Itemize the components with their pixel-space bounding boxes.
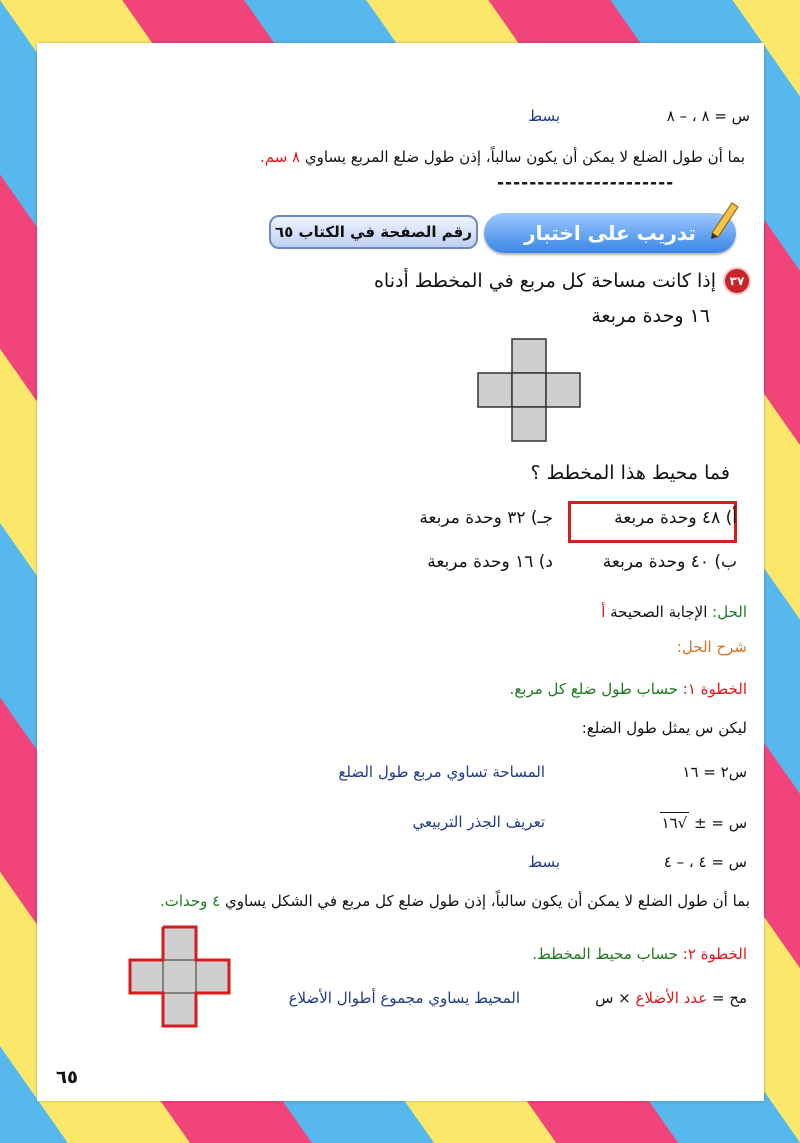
- step1-label: الخطوة ١:: [682, 680, 747, 698]
- radical-symbol: √١٦: [661, 814, 688, 832]
- cross-figure: [476, 337, 582, 443]
- perimeter-formula: [540, 988, 747, 1008]
- formula-lhs: مح =: [711, 989, 747, 1007]
- cross-figure-highlighted: [127, 924, 232, 1029]
- top-conclusion-text: بما أن طول الضلع لا يمكن أن يكون سالباً، إذن طول ضلع المربع يساوي: [304, 148, 745, 166]
- equation-2-left: س = ±: [694, 814, 747, 832]
- pencil-icon: [708, 199, 740, 239]
- formula-note: المحيط يساوي مجموع أطوال الأضلاع: [288, 989, 520, 1007]
- conclusion-text: بما أن طول الضلع لا يمكن أن يكون سالباً، إذن طول ضلع كل مربع في الشكل يساوي: [225, 892, 750, 910]
- conclusion-value: ٤ وحدات.: [159, 892, 221, 910]
- let-statement: ليكن س يمثل طول الضلع:: [581, 719, 747, 737]
- choice-b: ب) ٤٠ وحدة مربعة: [602, 552, 737, 572]
- solution-answer: أ: [601, 603, 606, 621]
- explanation-title: شرح الحل:: [676, 638, 747, 656]
- page-reference-pill: رقم الصفحة في الكتاب ٦٥: [269, 215, 478, 249]
- solution-text: الإجابة الصحيحة: [610, 603, 708, 621]
- top-conclusion-value: ٨ سم.: [259, 148, 301, 166]
- formula-times-s: × س: [595, 989, 631, 1007]
- step1-text: حساب طول ضلع كل مربع.: [509, 680, 678, 698]
- practice-banner: تدريب على اختبار: [484, 213, 736, 253]
- choice-a: أ) ٤٨ وحدة مربعة: [614, 508, 737, 528]
- top-equation-note: بسط: [528, 107, 560, 125]
- choice-d: د) ١٦ وحدة مربعة: [427, 552, 553, 572]
- dashed-separator: ----------------------: [497, 173, 675, 193]
- solution-line: [560, 602, 747, 622]
- radicand: ١٦: [661, 814, 678, 832]
- equation-3: س = ٤ ، – ٤: [663, 853, 747, 871]
- equation-1: س٢ = ١٦: [682, 763, 747, 781]
- equation-1-note: المساحة تساوي مربع طول الضلع: [338, 763, 545, 781]
- step2-label: الخطوة ٢:: [682, 945, 747, 963]
- question-number-badge: ٣٧: [723, 267, 751, 295]
- step2-text: حساب محيط المخطط.: [532, 945, 678, 963]
- step1-line: [480, 679, 747, 699]
- question-line2: ١٦ وحدة مربعة: [591, 305, 710, 327]
- equation-3-note: بسط: [528, 853, 560, 871]
- question-prompt: فما محيط هذا المخطط ؟: [530, 462, 730, 484]
- solution-label: الحل:: [712, 603, 747, 621]
- page-number: ٦٥: [56, 1067, 78, 1088]
- equation-2: [640, 812, 747, 833]
- top-equation: س = ٨ ، – ٨: [666, 107, 750, 125]
- conclusion-line: [113, 891, 750, 911]
- step2-line: [520, 944, 747, 964]
- top-conclusion: [225, 147, 745, 167]
- formula-sides: عدد الأضلاع: [635, 989, 708, 1007]
- choice-c: جـ) ٣٢ وحدة مربعة: [419, 508, 553, 528]
- question-line1: إذا كانت مساحة كل مربع في المخطط أدناه: [373, 270, 716, 292]
- equation-2-note: تعريف الجذر التربيعي: [412, 813, 545, 831]
